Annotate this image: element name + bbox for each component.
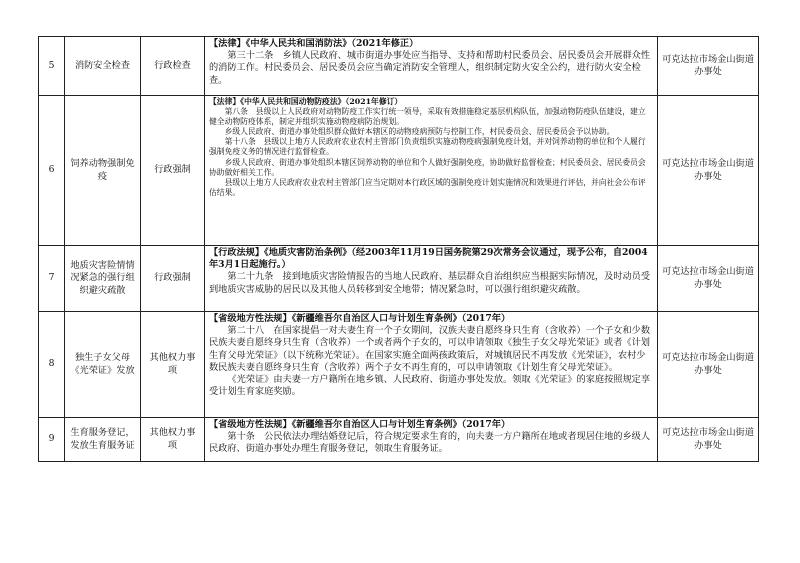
legal-basis-para: 第二十九条 接到地质灾害险情报告的当地人民政府、基层群众自治组织应当根据实际情况，及时动员受到地质灾害威胁的居民以及其他人员转移到安全地带；情况紧急时，可以强行组织避灾疏散。 — [209, 271, 651, 295]
legal-basis-para: 乡级人民政府、街道办事处组织群众做好本辖区的动物疫病预防与控制工作，村民委员会、居民委员会予以协助。 — [224, 127, 615, 137]
table-row — [39, 418, 759, 462]
item-name: 消防安全检查 — [65, 37, 141, 96]
responsible-dept: 可克达拉市场金山街道办事处 — [658, 418, 759, 462]
responsible-dept: 可克达拉市场金山街道办事处 — [658, 37, 759, 96]
item-type: 行政检查 — [141, 37, 205, 96]
legal-basis — [205, 37, 658, 96]
legal-basis — [205, 312, 658, 418]
legal-basis-para: 《光荣证》由夫妻一方户籍所在地乡镇、人民政府、街道办事处发放。领取《光荣证》的家庭按照规定享受计划生育家庭奖励。 — [209, 374, 651, 398]
item-type: 其他权力事项 — [141, 418, 205, 462]
row-number: 9 — [39, 418, 65, 462]
responsible-dept: 可克达拉市场金山街道办事处 — [658, 312, 759, 418]
legal-basis-head: 【法律】《中华人民共和国消防法》（2021年修正） — [209, 38, 419, 49]
item-type: 行政强制 — [141, 96, 205, 246]
responsible-dept: 可克达拉市场金山街道办事处 — [658, 246, 759, 312]
item-name: 饲养动物强制免疫 — [65, 96, 141, 246]
legal-basis-para: 乡级人民政府、街道办事处组织本辖区饲养动物的单位和个人做好强制免疫，协助做好监督检查；村民委员会、居民委员会协助做好相关工作。 — [209, 157, 646, 177]
legal-basis-para: 第二十八 在国家提倡一对夫妻生育一个子女期间，汉族夫妻自愿终身只生育（含收养）一个子女和少数民族夫妻自愿终身只生育（含收养）一个或者两个子女的，可以申请领取《独生子女父母光荣证》或者《计划生育父母光荣证》（以下统称光荣证）。在国家实施全面两孩政策后，对城镇居民不再发放《光荣证》，农村少数民族夫妻自愿终身只生育（含收养）两个子女不再生育的，可以申请领取《计划生育父母光荣证》。 — [209, 325, 651, 373]
table-row — [39, 37, 759, 96]
legal-basis-para: 县级以上地方人民政府农业农村主管部门应当定期对本行政区域的强制免疫计划实施情况和效果进行评估，并向社会公布评估结果。 — [209, 177, 646, 197]
legal-basis — [205, 418, 658, 462]
legal-basis-para: 第八条 县级以上人民政府对动物防疫工作实行统一领导，采取有效措施稳定基层机构队伍，加强动物防疫队伍建设，建立健全动物防疫体系，制定并组织实施动物疫病防治规划。 — [209, 107, 646, 127]
legal-basis — [205, 96, 658, 246]
table-row — [39, 312, 759, 418]
legal-basis-head: 【省级地方性法规】《新疆维吾尔自治区人口与计划生育条例》（2017年） — [209, 313, 511, 324]
item-name: 生育服务登记，发放生育服务证 — [65, 418, 141, 462]
legal-basis-para: 第十八条 县级以上地方人民政府农业农村主管部门负责组织实施动物疫病强制免疫计划，并对饲养动物的单位和个人履行强制免疫义务的情况进行监督检查。 — [209, 137, 646, 157]
table-row — [39, 246, 759, 312]
row-number: 8 — [39, 312, 65, 418]
row-number: 7 — [39, 246, 65, 312]
legal-basis-head: 【行政法规】《地质灾害防治条例》（经2003年11月19日国务院第29次常务会议通过，现予公布，自2004年3月1日起施行。） — [209, 247, 648, 271]
item-type: 其他权力事项 — [141, 312, 205, 418]
legal-basis — [205, 246, 658, 312]
legal-basis-head: 【法律】《中华人民共和国动物防疫法》（2021年修订） — [209, 97, 403, 106]
legal-basis-para: 第十条 公民依法办理结婚登记后，符合规定要求生育的，向夫妻一方户籍所在地或者现居住地的乡级人民政府、街道办事处办理生育服务登记，领取生育服务证。 — [209, 431, 651, 455]
responsible-dept: 可克达拉市场金山街道办事处 — [658, 96, 759, 246]
power-items-table — [38, 36, 759, 462]
row-number: 6 — [39, 96, 65, 246]
item-type: 行政强制 — [141, 246, 205, 312]
legal-basis-para: 第三十二条 乡镇人民政府、城市街道办事处应当指导、支持和帮助村民委员会、居民委员会开展群众性的消防工作。村民委员会、居民委员会应当确定消防安全管理人，组织制定防火安全公约，进行防火安全检查。 — [209, 50, 651, 86]
item-name: 独生子女父母《光荣证》发放 — [65, 312, 141, 418]
row-number: 5 — [39, 37, 65, 96]
legal-basis-head: 【省级地方性法规】《新疆维吾尔自治区人口与计划生育条例》（2017年） — [209, 419, 511, 430]
table-row — [39, 96, 759, 246]
item-name: 地质灾害险情情况紧急的强行组织避灾疏散 — [65, 246, 141, 312]
